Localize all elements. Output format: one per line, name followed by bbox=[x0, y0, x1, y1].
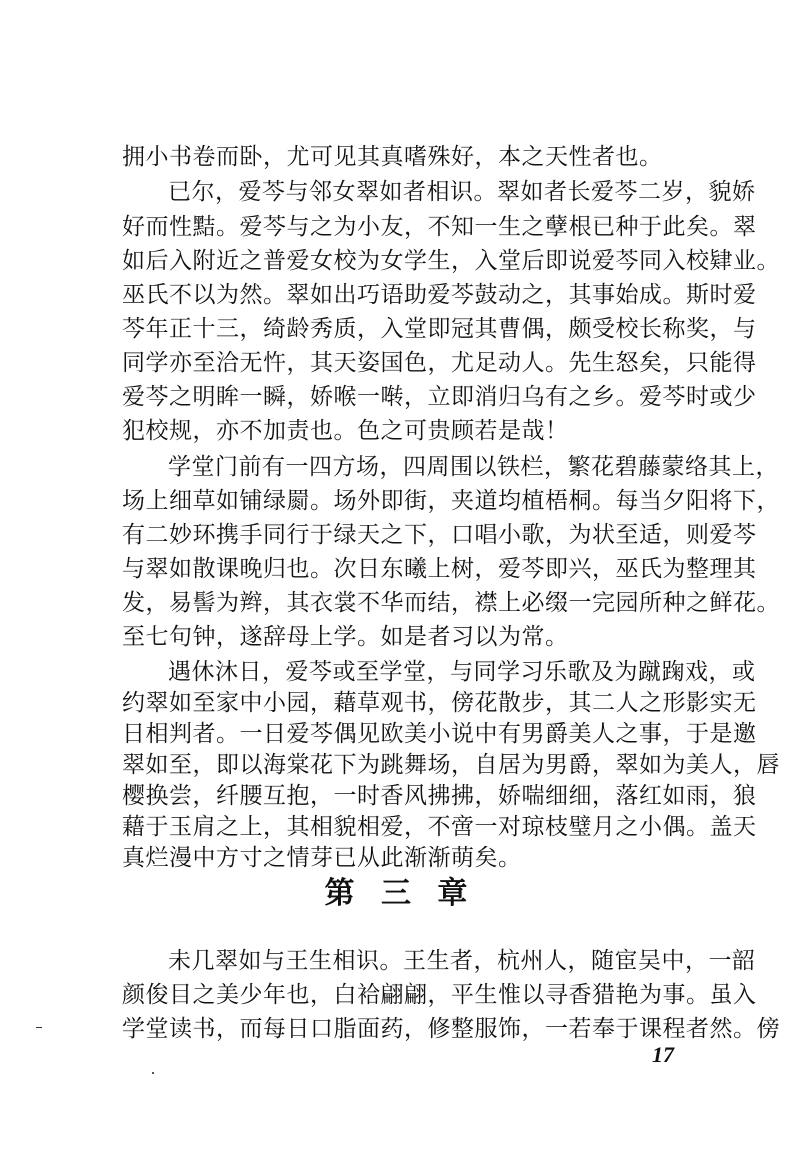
text-line: 场上细草如铺绿罽。场外即街，夹道均植梧桐。每当夕阳将下， bbox=[122, 488, 780, 514]
text-line: 如后入附近之普爱女校为女学生，入堂后即说爱芩同入校肄业。 bbox=[122, 248, 780, 274]
text-line: 真烂漫中方寸之情芽已从此渐渐萌矣。 bbox=[122, 845, 522, 871]
text-line: 翠如至，即以海棠花下为跳舞场，自居为男爵，翠如为美人，唇 bbox=[122, 752, 780, 778]
text-line: 遇休沐日，爱芩或至学堂，与同学习乐歌及为蹴踘戏，或 bbox=[168, 659, 756, 685]
text-line: 已尔，爱芩与邻女翠如者相识。翠如者长爱芩二岁，貌娇 bbox=[168, 179, 756, 205]
text-line: 犯校规，亦不加责也。色之可贵顾若是哉！ bbox=[122, 418, 569, 444]
text-line: 同学亦至洽无忤，其天姿国色，尤足动人。先生怒矣，只能得 bbox=[122, 350, 757, 376]
text-line: 樱换尝，纤腰互抱，一时香风拂拂，娇喘细细，落红如雨，狼 bbox=[122, 783, 757, 809]
text-line: 拥小书卷而卧，尤可见其真嗜殊好，本之天性者也。 bbox=[122, 144, 663, 170]
text-line: 芩年正十三，绮龄秀质，入堂即冠其曹偶，颇受校长称奖，与 bbox=[122, 316, 757, 342]
text-line: 发，易髻为辫，其衣裳不华而结，襟上必缀一完园所种之鲜花。 bbox=[122, 590, 780, 616]
text-line: 藉于玉肩之上，其相貌相爱，不啻一对琼枝璧月之小偶。盖天 bbox=[122, 814, 757, 840]
text-line: 好而性黠。爱芩与之为小友，不知一生之孽根已种于此矣。翠 bbox=[122, 214, 757, 240]
chapter-heading: 第 三 章 bbox=[324, 876, 476, 911]
text-line: 颜俊目之美少年也，白袷翩翩，平生惟以寻香猎艳为事。虽入 bbox=[122, 982, 757, 1008]
page-number: 17 bbox=[652, 1042, 674, 1067]
text-line: 至七句钟，遂辞母上学。如是者习以为常。 bbox=[122, 624, 569, 650]
text-line: 有二妙环携手同行于绿天之下，口唱小歌，为状至适，则爱芩 bbox=[122, 522, 757, 548]
scan-dot bbox=[152, 1072, 154, 1074]
text-line: 学堂读书，而每日口脂面药，修整服饰，一若奉于课程者然。傍 bbox=[122, 1016, 780, 1042]
text-line: 约翠如至家中小园，藉草观书，傍花散步，其二人之形影实无 bbox=[122, 690, 757, 716]
text-line: 与翠如散课晚归也。次日东曦上树，爱芩即兴，巫氏为整理其 bbox=[122, 556, 757, 582]
text-line: 日相判者。一日爱芩偶见欧美小说中有男爵美人之事，于是邀 bbox=[122, 721, 757, 747]
text-line: 学堂门前有一四方场，四周围以铁栏，繁花碧藤蒙络其上， bbox=[168, 454, 779, 480]
text-line: 爱芩之明眸一瞬，娇喉一啭，立即消归乌有之乡。爱芩时或少 bbox=[122, 384, 757, 410]
text-line: 巫氏不以为然。翠如出巧语助爱芩鼓动之，其事始成。斯时爱 bbox=[122, 282, 757, 308]
text-line: 未几翠如与王生相识。王生者，杭州人，随宦吴中，一韶 bbox=[168, 948, 756, 974]
scan-mark bbox=[36, 1027, 42, 1028]
